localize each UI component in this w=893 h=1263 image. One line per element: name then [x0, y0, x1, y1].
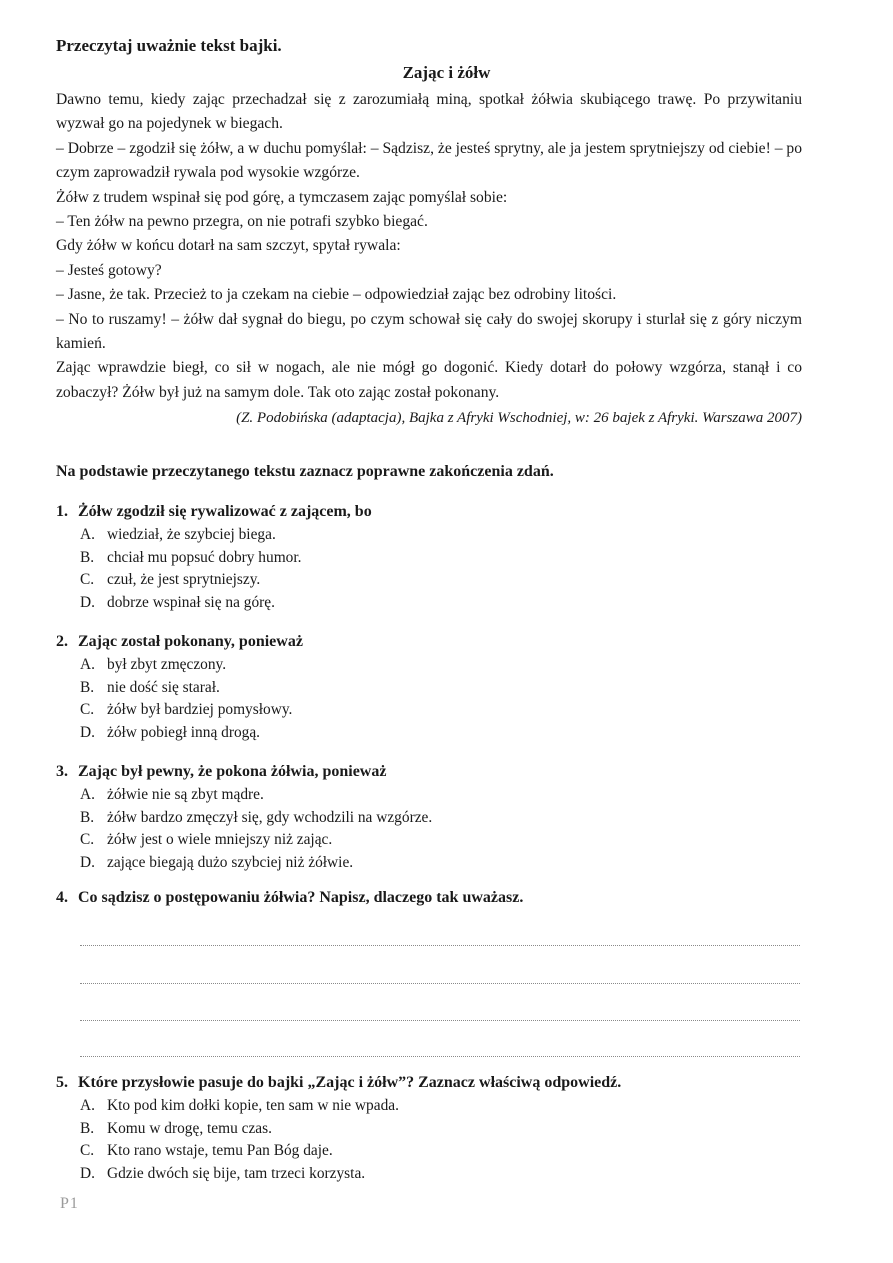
story-paragraph: Dawno temu, kiedy zając przechadzał się z zarozumiałą miną, spotkał żółwia skubiącego trawę. Po przywitaniu wyzwał go na pojedynek w biegach.	[56, 91, 802, 133]
answer-line[interactable]	[80, 983, 800, 984]
question-text: Które przysłowie pasuje do bajki „Zając i żółw”? Zaznacz właściwą odpowiedź.	[78, 1074, 622, 1091]
question-text: Zając został pokonany, ponieważ	[78, 633, 303, 650]
option-text: chciał mu popsuć dobry humor.	[107, 548, 302, 566]
option-text: dobrze wspinał się na górę.	[107, 593, 275, 611]
question-heading	[56, 760, 816, 784]
option-text: Gdzie dwóch się bije, tam trzeci korzysta.	[107, 1164, 366, 1182]
option-text: żółw jest o wiele mniejszy niż zając.	[107, 831, 333, 849]
option-letter: B.	[80, 808, 95, 826]
page-label: P1	[60, 1195, 79, 1212]
option-letter: D.	[80, 853, 95, 871]
option-text: Kto rano wstaje, temu Pan Bóg daje.	[107, 1142, 333, 1160]
question-text: Żółw zgodził się rywalizować z zającem, bo	[78, 503, 372, 520]
story-paragraph: Zając wprawdzie biegł, co sił w nogach, ale nie mógł go dogonić. Kiedy dotarł do połowy wzgórza, stanął i co zobaczył? Żółw był już na samym dole. Tak oto zając został pokonany.	[56, 359, 802, 401]
option-text: żółw pobiegł inną drogą.	[107, 723, 261, 741]
option-text: czuł, że jest sprytniejszy.	[107, 571, 261, 589]
answer-option-c[interactable]	[56, 829, 816, 852]
option-letter: A.	[80, 1097, 95, 1114]
story-text	[56, 88, 802, 405]
option-letter: D.	[80, 723, 95, 741]
answer-option-a[interactable]	[56, 654, 816, 677]
option-letter: A.	[80, 656, 95, 673]
question-4	[56, 886, 816, 910]
option-letter: A.	[80, 786, 95, 803]
option-text: był zbyt zmęczony.	[107, 656, 227, 673]
answer-option-c[interactable]	[56, 569, 816, 592]
option-letter: D.	[80, 1164, 95, 1182]
story-paragraph: – No to ruszamy! – żółw dał sygnał do biegu, po czym schował się cały do swojej skorupy i sturlał się z góry niczym kamień.	[56, 310, 802, 353]
answer-line[interactable]	[80, 1020, 800, 1021]
answer-line[interactable]	[80, 1056, 800, 1057]
answer-option-c[interactable]	[56, 1140, 816, 1163]
story-paragraph: Żółw z trudem wspinał się pod górę, a tymczasem zając pomyślał sobie:	[56, 188, 508, 206]
option-text: żółw był bardziej pomysłowy.	[107, 701, 293, 719]
question-text: Zając był pewny, że pokona żółwia, ponieważ	[78, 763, 387, 780]
question-number: 4.	[56, 889, 68, 906]
story-paragraph: – Dobrze – zgodził się żółw, a w duchu pomyślał: – Sądzisz, że jesteś sprytny, ale ja jestem sprytniejszy od ciebie! – po czym zaprowadził rywala pod wysokie wzgórze.	[56, 139, 802, 182]
question-number: 1.	[56, 503, 68, 520]
story-paragraph: Gdy żółw w końcu dotarł na sam szczyt, spytał rywala:	[56, 237, 401, 255]
story-paragraph: – Ten żółw na pewno przegra, on nie potrafi szybko biegać.	[56, 213, 428, 231]
option-text: żółw bardzo zmęczył się, gdy wchodzili na wzgórze.	[107, 808, 433, 826]
answer-option-b[interactable]	[56, 807, 816, 830]
answer-option-d[interactable]	[56, 592, 816, 615]
question-number: 2.	[56, 633, 68, 650]
question-heading	[56, 886, 816, 910]
story-paragraph: – Jesteś gotowy?	[56, 261, 162, 279]
question-heading	[56, 500, 816, 524]
option-text: Komu w drogę, temu czas.	[107, 1119, 272, 1137]
answer-option-a[interactable]	[56, 524, 816, 547]
answer-option-b[interactable]	[56, 547, 816, 570]
option-letter: C.	[80, 701, 95, 719]
answer-option-b[interactable]	[56, 1118, 816, 1141]
option-text: wiedział, że szybciej biega.	[107, 526, 276, 543]
answer-option-c[interactable]	[56, 699, 816, 722]
option-text: zające biegają dużo szybciej niż żółwie.	[107, 853, 354, 871]
option-letter: B.	[80, 548, 95, 566]
option-letter: C.	[80, 571, 95, 589]
story-title: Zając i żółw	[402, 63, 491, 82]
answer-option-d[interactable]	[56, 722, 816, 745]
option-letter: A.	[80, 526, 95, 543]
option-letter: C.	[80, 1142, 95, 1160]
question-3	[56, 760, 816, 874]
option-letter: B.	[80, 1119, 95, 1137]
story-paragraph: – Jasne, że tak. Przecież to ja czekam na ciebie – odpowiedział zając bez odrobiny litości.	[56, 286, 617, 304]
reading-instruction: Przeczytaj uważnie tekst bajki.	[56, 36, 282, 55]
option-letter: C.	[80, 831, 95, 849]
question-heading	[56, 1071, 816, 1095]
question-text: Co sądzisz o postępowaniu żółwia? Napisz, dlaczego tak uważasz.	[78, 889, 524, 906]
answer-option-d[interactable]	[56, 1163, 816, 1186]
option-text: nie dość się starał.	[107, 678, 220, 696]
answer-option-d[interactable]	[56, 852, 816, 875]
task-instruction: Na podstawie przeczytanego tekstu zaznacz poprawne zakończenia zdań.	[56, 463, 554, 480]
option-letter: B.	[80, 678, 95, 696]
answer-option-a[interactable]	[56, 784, 816, 807]
question-2	[56, 630, 816, 744]
option-text: Kto pod kim dołki kopie, ten sam w nie wpada.	[107, 1097, 399, 1114]
answer-option-b[interactable]	[56, 677, 816, 700]
question-heading	[56, 630, 816, 654]
answer-option-a[interactable]	[56, 1095, 816, 1118]
question-number: 3.	[56, 763, 68, 780]
option-letter: D.	[80, 593, 95, 611]
question-number: 5.	[56, 1074, 68, 1091]
option-text: żółwie nie są zbyt mądre.	[107, 786, 264, 803]
story-source-citation: (Z. Podobińska (adaptacja), Bajka z Afryki Wschodniej, w: 26 bajek z Afryki. Warszawa 2007)	[236, 410, 802, 426]
question-1	[56, 500, 816, 614]
question-5	[56, 1071, 816, 1185]
answer-line[interactable]	[80, 945, 800, 946]
